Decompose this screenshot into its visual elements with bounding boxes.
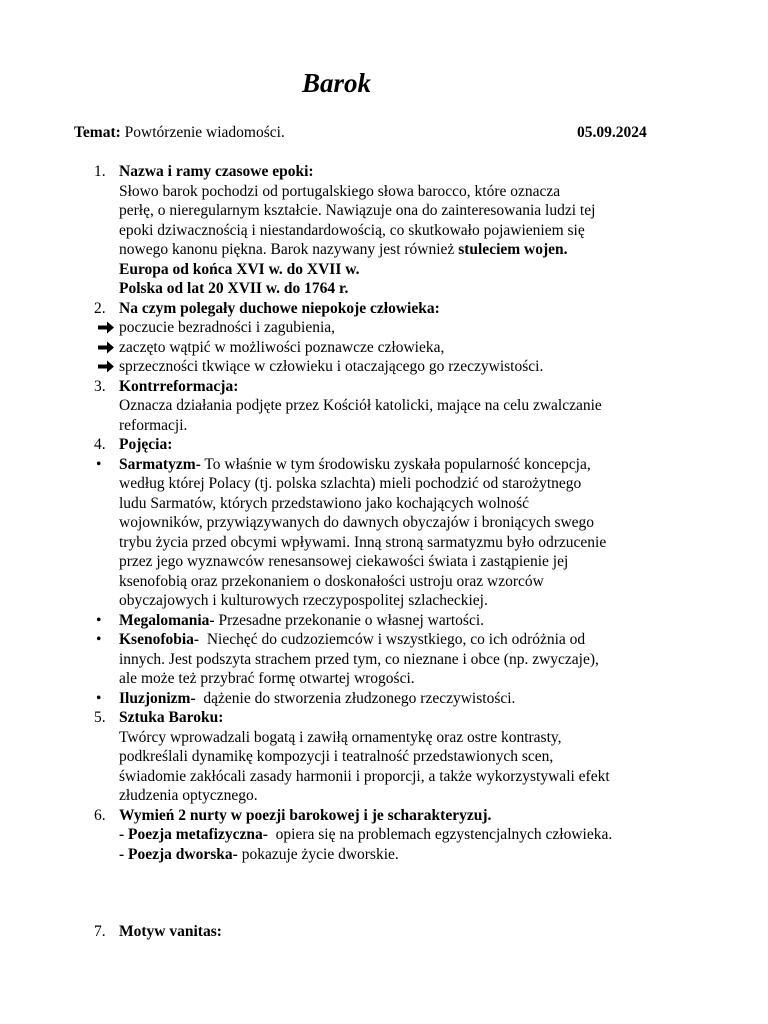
paragraph-line: Oznacza działania podjęte przez Kościół katolicki, mające na celu zwalczanie (119, 397, 602, 414)
term-ksenofobia: • Ksenofobia- Niechęć do cudzoziemców i wszystkiego, co ich odróżnia od (96, 631, 586, 648)
arrow-list-item: sprzeczności tkwiące w człowieku i otaczającego go rzeczywistości. (0, 357, 768, 377)
list-number: 1. (94, 163, 106, 180)
arrow-list-item: zaczęto wątpić w możliwości poznawcze człowieka, (0, 338, 768, 358)
blank-space (0, 864, 768, 922)
topic-line (74, 124, 285, 142)
section-4-heading (0, 435, 768, 455)
document-body (0, 162, 768, 942)
paragraph-line: podkreślali dynamikę kompozycji i teatralność przedstawionych scen, (119, 748, 554, 765)
term-label: Megalomania- (119, 611, 215, 629)
section-heading: Motyw vanitas: (119, 923, 222, 940)
paragraph-line: epoki dziwacznością i niestandardowością, co skutkowało pojawieniem się (119, 221, 585, 239)
bullet-icon: • (96, 611, 102, 629)
paragraph-line: według której Polacy (tj. polska szlachta) mieli pochodzić od starożytnego (119, 475, 582, 492)
section-heading: Kontrreformacja: (119, 377, 239, 395)
topic-label: Temat: (74, 124, 121, 141)
bullet-icon: • (96, 455, 102, 473)
term-megalomania: • Megalomania- Przesadne przekonanie o własnej wartości. (96, 611, 485, 629)
arrow-right-icon (97, 338, 115, 357)
term-iluzjonizm: • Iluzjonizm- dążenie do stworzenia złudzonego rzeczywistości. (96, 689, 516, 707)
section-heading: Pojęcia: (119, 436, 173, 453)
list-number: 5. (94, 709, 106, 726)
list-number: 4. (94, 436, 106, 453)
paragraph-line: nowego kanonu piękna. Barok nazywany jest również stuleciem wojen. (119, 241, 568, 258)
section-heading: Sztuka Baroku: (119, 709, 224, 726)
list-number: 7. (94, 923, 106, 940)
arrow-right-icon (97, 357, 115, 376)
paragraph-line: ludu Sarmatów, których przedstawiono jako kochających wolność (119, 494, 530, 512)
emphasis: stuleciem wojen. (458, 241, 568, 258)
paragraph-line: reformacji. (119, 416, 188, 434)
arrow-list-item: poczucie bezradności i zagubienia, (0, 318, 768, 338)
paragraph-line: złudzenia optycznego. (119, 787, 258, 804)
paragraph-line: świadomie zakłócali zasady harmonii i proporcji, a także wykorzystywali efekt (119, 767, 610, 785)
poland-dates: Polska od lat 20 XVII w. do 1764 r. (119, 280, 349, 297)
section-heading: Wymień 2 nurty w poezji barokowej i je scharakteryzuj. (119, 806, 492, 824)
section-1-heading (0, 162, 768, 182)
section-3-heading (0, 377, 768, 397)
topic-value: Powtórzenie wiadomości. (120, 124, 285, 141)
term-label: Ksenofobia- (119, 631, 200, 648)
document-date: 05.09.2024 (577, 124, 647, 141)
bullet-icon: • (96, 689, 102, 707)
poetry-trend-metaphysical: - Poezja metafizyczna- opiera się na problemach egzystencjalnych człowieka. (119, 826, 613, 843)
paragraph-line: innych. Jest podszyta strachem przed tym, co nieznane i obce (np. zwyczaje), (119, 650, 599, 668)
term-label: Iluzjonizm- (119, 689, 196, 707)
section-2-heading (0, 299, 768, 319)
list-number: 2. (94, 299, 106, 317)
section-6-heading (0, 806, 768, 826)
section-7-heading (0, 922, 768, 942)
paragraph-line: ksenofobią oraz przekonaniem o doskonałości ustroju oraz wzorców (119, 572, 544, 590)
arrow-right-icon (97, 318, 115, 337)
term-sarmatyzm: • Sarmatyzm- To właśnie w tym środowisku zyskała popularność koncepcja, (96, 455, 591, 473)
term-label: Sarmatyzm- (119, 455, 201, 473)
paragraph-line: przez jego wyznawców renesansowej ciekawości świata i zastąpienie jej (119, 553, 569, 570)
paragraph-line: wojowników, przywiązywanych do dawnych obyczajów i broniących swego (119, 514, 595, 531)
paragraph-line: trybu życia przed obcymi wpływami. Inną stroną sarmatyzmu było odrzucenie (119, 533, 607, 551)
term-label: - Poezja metafizyczna- (119, 826, 268, 843)
europe-dates: Europa od końca XVI w. do XVII w. (119, 260, 360, 278)
paragraph-line: perłę, o nieregularnym kształcie. Nawiązuje ona do zainteresowania ludzi tej (119, 202, 596, 219)
poetry-trend-court: - Poezja dworska- pokazuje życie dworskie. (119, 845, 399, 863)
list-number: 3. (94, 377, 106, 395)
paragraph-line: Twórcy wprowadzali bogatą i zawiłą ornamentykę oraz ostre kontrasty, (119, 728, 562, 746)
paragraph-line: Słowo barok pochodzi od portugalskiego słowa barocco, które oznacza (119, 182, 561, 200)
section-heading: Na czym polegały duchowe niepokoje człowieka: (119, 299, 440, 317)
list-number: 6. (94, 806, 106, 824)
section-5-heading (0, 708, 768, 728)
page-title: Barok (302, 68, 372, 98)
term-label: - Poezja dworska- (119, 845, 238, 863)
bullet-icon: • (96, 631, 102, 648)
section-heading: Nazwa i ramy czasowe epoki: (119, 163, 314, 180)
paragraph-line: obyczajowych i kulturowych rzeczypospolitej szlacheckiej. (119, 592, 488, 609)
paragraph-line: ale może też przybrać formę otwartej wrogości. (119, 670, 415, 687)
